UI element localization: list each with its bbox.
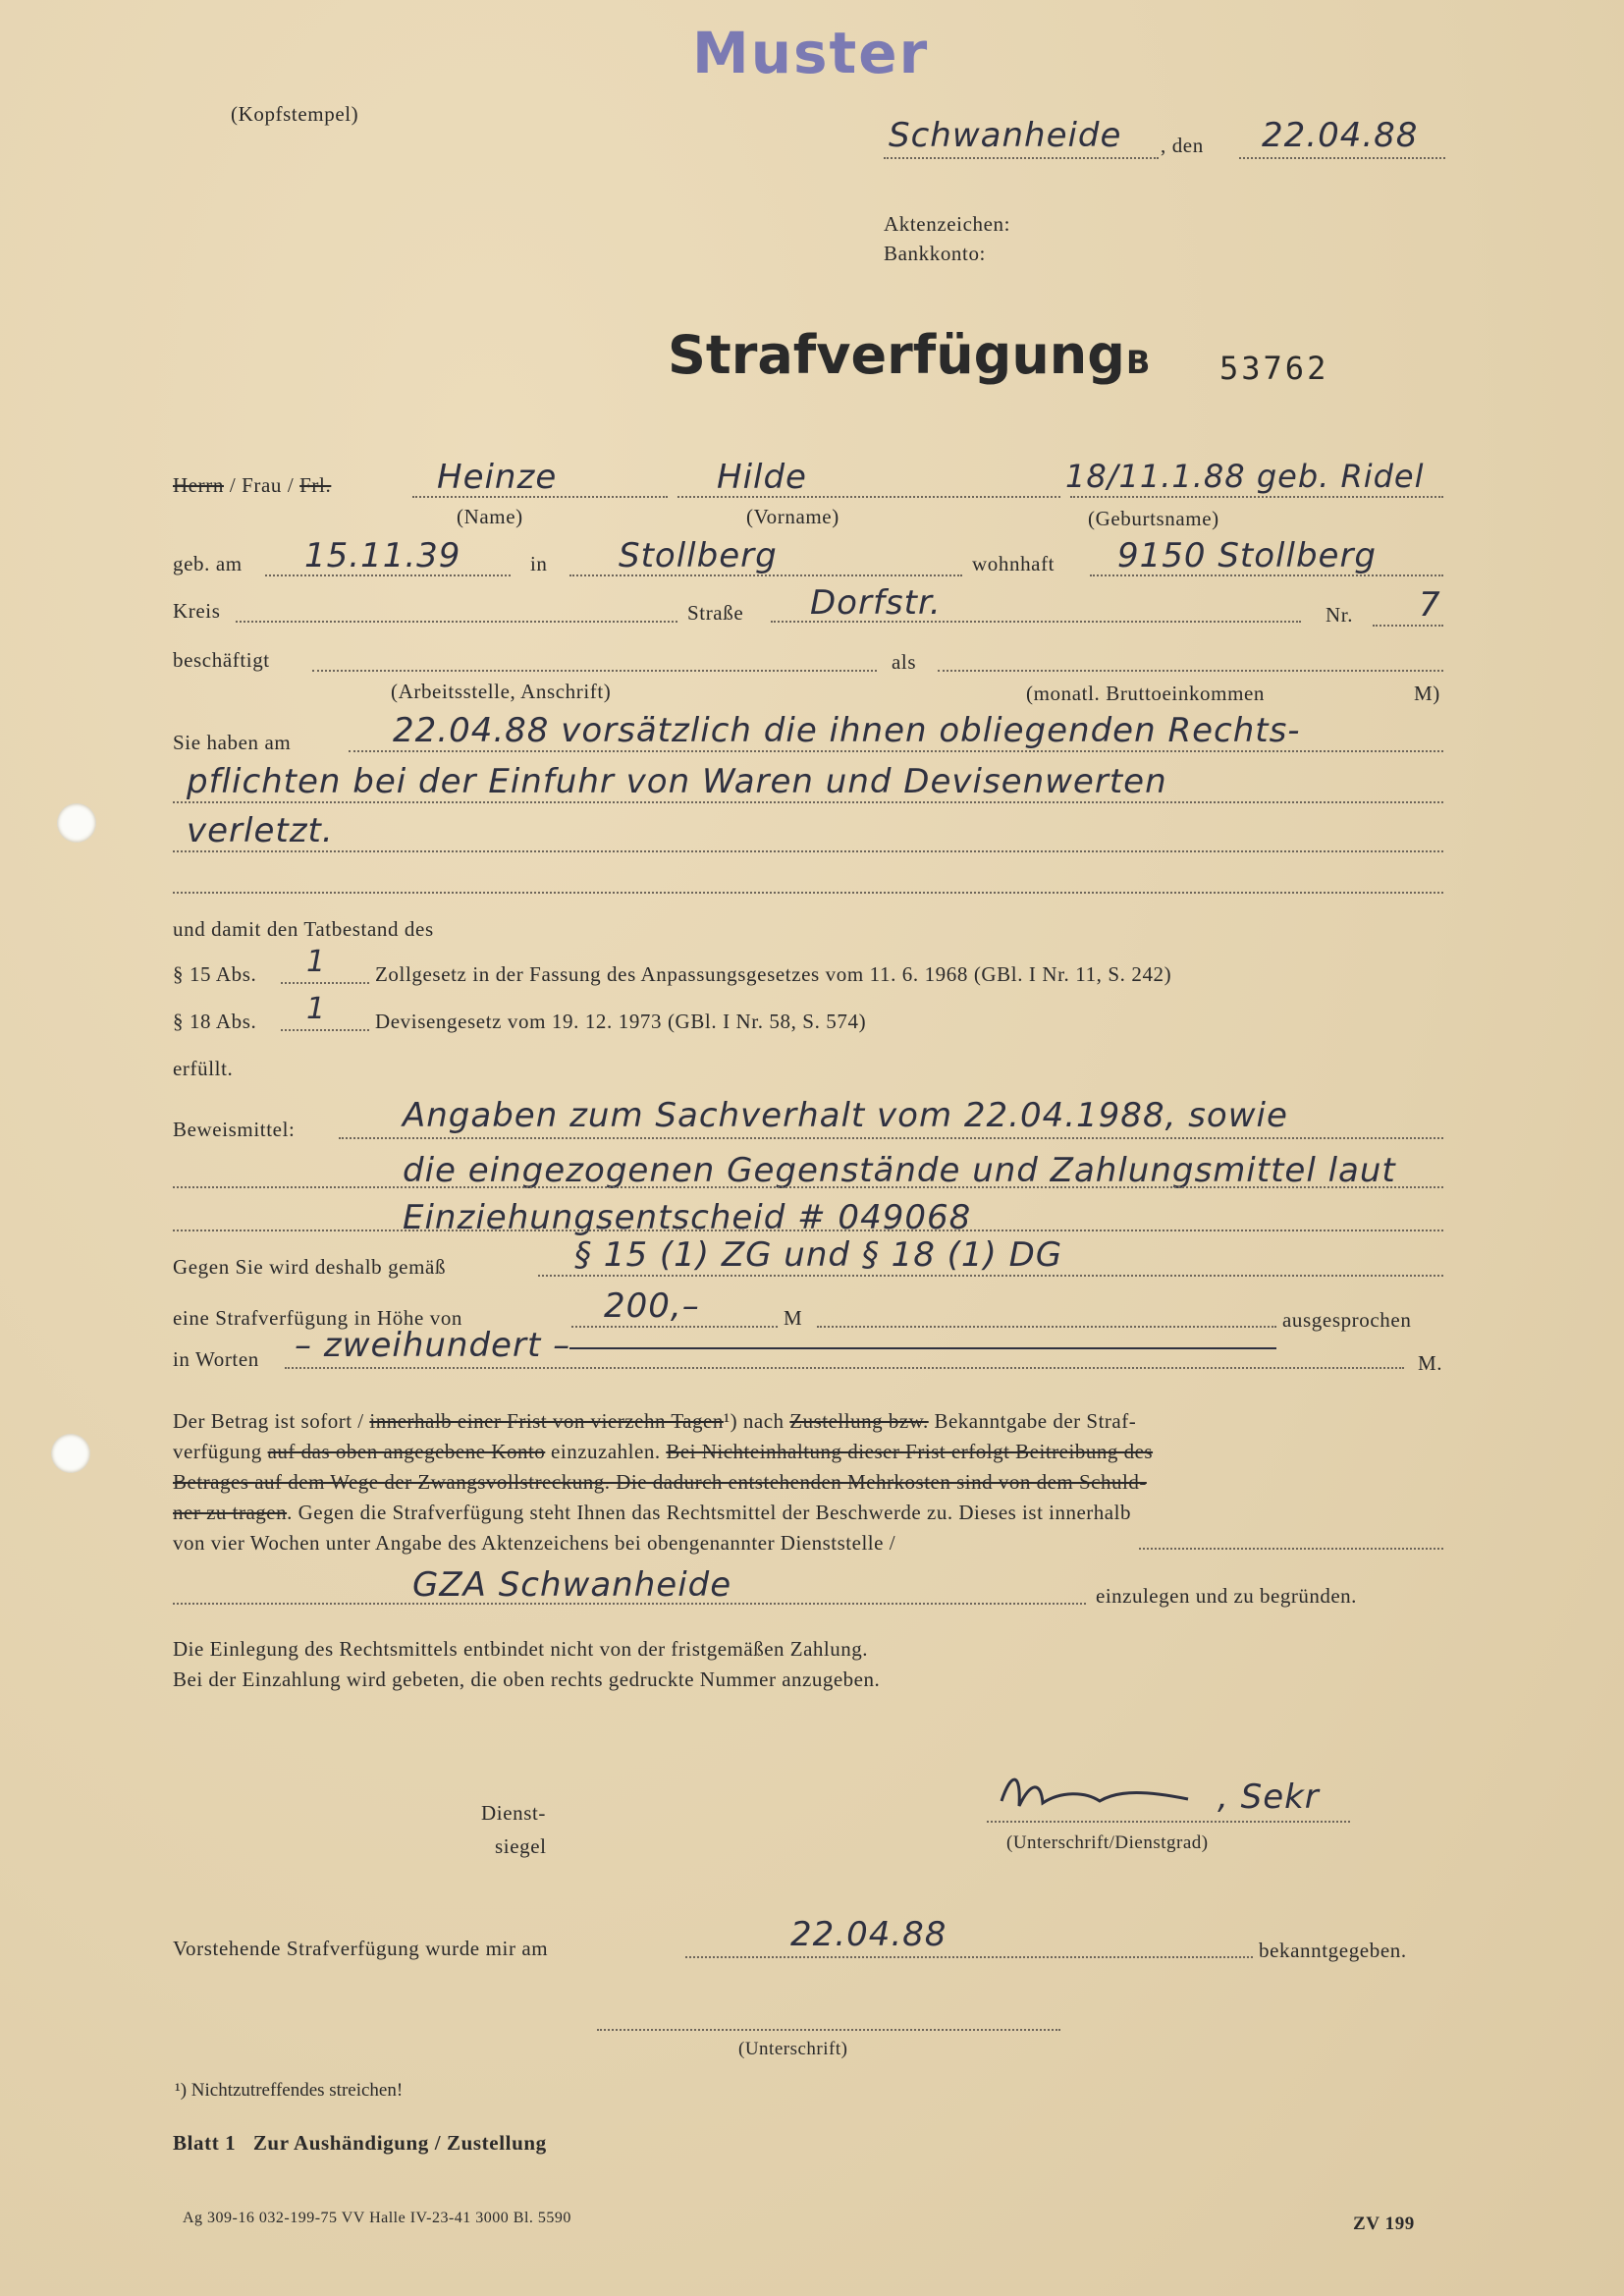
beweis-line-3: Einziehungsentscheid # 049068: [403, 1198, 972, 1237]
wohnhaft-label: wohnhaft: [972, 552, 1056, 575]
tat-label: Sie haben am: [173, 731, 292, 754]
erfuellt-label: erfüllt.: [173, 1057, 234, 1080]
salutation: Herrn / Frau / Frl.: [173, 473, 332, 497]
gemaess-value: § 15 (1) ZG und § 18 (1) DG: [574, 1235, 1063, 1275]
nr-label: Nr.: [1326, 603, 1354, 627]
beweis-line-2: die eingezogenen Gegenstände und Zahlungsmittel laut: [403, 1151, 1396, 1190]
als-label: als: [892, 650, 917, 674]
dienstsiegel-label-2: siegel: [495, 1834, 547, 1858]
name-label: (Name): [457, 505, 523, 528]
paragraph-1-text: Zollgesetz in der Fassung des Anpassungsgesetzes vom 11. 6. 1968 (GBl. I Nr. 11, S. 242): [375, 962, 1172, 986]
betrag-line-3: Betrages auf dem Wege der Zwangsvollstreckung. Die dadurch entstehenden Mehrkosten sind von dem Schuld-: [173, 1470, 1147, 1494]
arbeitsstelle-label: (Arbeitsstelle, Anschrift): [391, 680, 612, 703]
bekanntgegeben-label: bekanntgegeben.: [1259, 1939, 1407, 1962]
bankkonto-label: Bankkonto:: [884, 242, 986, 265]
hinweis-line-1: Die Einlegung des Rechtsmittels entbindet nicht von der fristgemäßen Zahlung.: [173, 1637, 869, 1661]
druckvermerk: Ag 309-16 032-199-75 VV Halle IV-23-41 3000 Bl. 5590: [183, 2210, 571, 2226]
bekannt-label: Vorstehende Strafverfügung wurde mir am: [173, 1937, 549, 1960]
hoehe-value: 200,–: [604, 1286, 700, 1326]
worte-unit: M.: [1418, 1351, 1443, 1375]
muster-stamp: Muster: [692, 20, 930, 86]
ausgesprochen-label: ausgesprochen: [1282, 1308, 1412, 1332]
series-letter: B: [1126, 344, 1151, 381]
formular-id: ZV 199: [1353, 2214, 1415, 2234]
vorname-label: (Vorname): [746, 505, 839, 528]
worte-label: in Worten: [173, 1347, 259, 1371]
beschaeftigt-label: beschäftigt: [173, 648, 270, 672]
kopfstempel-label: (Kopfstempel): [231, 102, 359, 126]
einzulegen-label: einzulegen und zu begründen.: [1096, 1584, 1357, 1608]
hinweis-line-2: Bei der Einzahlung wird gebeten, die oben rechts gedruckte Nummer anzugeben.: [173, 1667, 881, 1691]
den-label: , den: [1161, 134, 1204, 157]
paragraph-1-label: § 15 Abs.: [173, 962, 257, 986]
worte-strike-line: [569, 1347, 1276, 1349]
geburtsort-value: Stollberg: [619, 536, 778, 575]
betrag-line-1: Der Betrag ist sofort / innerhalb einer Frist von vierzehn Tagen¹) nach Zustellung bzw. Bekanntgabe der Straf-: [173, 1409, 1137, 1433]
name-value: Heinze: [437, 458, 558, 497]
document-title: Strafverfügung: [668, 324, 1125, 386]
betrag-line-5: von vier Wochen unter Angabe des Aktenzeichens bei obengenannter Dienststelle /: [173, 1531, 896, 1555]
unterschrift-label: (Unterschrift): [738, 2039, 848, 2059]
strasse-value: Dorfstr.: [810, 583, 942, 623]
paragraph-2-label: § 18 Abs.: [173, 1010, 257, 1033]
tat-line-3: verletzt.: [187, 811, 334, 850]
aktenzeichen-label: Aktenzeichen:: [884, 212, 1011, 236]
wohnhaft-value: 9150 Stollberg: [1117, 536, 1378, 575]
paragraph-1-abs: 1: [306, 945, 327, 979]
geb-am-label: geb. am: [173, 552, 243, 575]
punch-hole: [51, 1434, 90, 1473]
beweis-line-1: Angaben zum Sachverhalt vom 22.04.1988, sowie: [403, 1096, 1288, 1135]
tat-line-1: 22.04.88 vorsätzlich die ihnen obliegenden Rechts-: [393, 711, 1301, 750]
geburtsname-label: (Geburtsname): [1088, 507, 1219, 530]
paragraph-2-abs: 1: [306, 992, 327, 1026]
blatt-label: Blatt 1 Zur Aushändigung / Zustellung: [173, 2131, 547, 2155]
einkommen-label: (monatl. Bruttoeinkommen: [1026, 682, 1266, 705]
date-value: 22.04.88: [1262, 116, 1419, 155]
hoehe-unit: M: [784, 1306, 803, 1330]
unterschrift-dienstgrad-label: (Unterschrift/Dienstgrad): [1006, 1832, 1209, 1853]
paragraph-2-text: Devisengesetz vom 19. 12. 1973 (GBl. I Nr. 58, S. 574): [375, 1010, 867, 1033]
geburtsname-value: 18/11.1.88 geb. Ridel: [1065, 458, 1425, 495]
bekannt-date: 22.04.88: [790, 1915, 947, 1954]
strasse-label: Straße: [687, 601, 744, 625]
tatbestand-intro: und damit den Tatbestand des: [173, 917, 434, 941]
nr-value: 7: [1419, 585, 1441, 625]
betrag-line-2: verfügung auf das oben angegebene Konto einzuzahlen. Bei Nichteinhaltung dieser Frist erfolgt Beitreibung des: [173, 1440, 1154, 1463]
beweis-label: Beweismittel:: [173, 1118, 296, 1141]
place-value: Schwanheide: [889, 116, 1122, 155]
footnote: ¹) Nichtzutreffendes streichen!: [175, 2080, 404, 2101]
signature-rank: , Sekr: [1218, 1777, 1320, 1817]
gemaess-label: Gegen Sie wird deshalb gemäß: [173, 1255, 447, 1279]
vorname-value: Hilde: [717, 458, 807, 497]
betrag-line-4: ner zu tragen. Gegen die Strafverfügung steht Ihnen das Rechtsmittel der Beschwerde zu. Dieses ist innerhalb: [173, 1501, 1131, 1524]
form-number: 53762: [1219, 350, 1329, 387]
punch-hole: [57, 803, 96, 843]
in-label: in: [530, 552, 548, 575]
tat-line-2: pflichten bei der Einfuhr von Waren und Devisenwerten: [187, 762, 1167, 801]
kreis-label: Kreis: [173, 599, 221, 623]
hoehe-label: eine Strafverfügung in Höhe von: [173, 1306, 463, 1330]
worte-value: – zweihundert –: [295, 1326, 571, 1365]
einkommen-unit: M): [1414, 682, 1440, 705]
dienstsiegel-label-1: Dienst-: [481, 1801, 547, 1825]
geb-am-value: 15.11.39: [304, 536, 461, 575]
dienststelle-value: GZA Schwanheide: [412, 1565, 732, 1605]
